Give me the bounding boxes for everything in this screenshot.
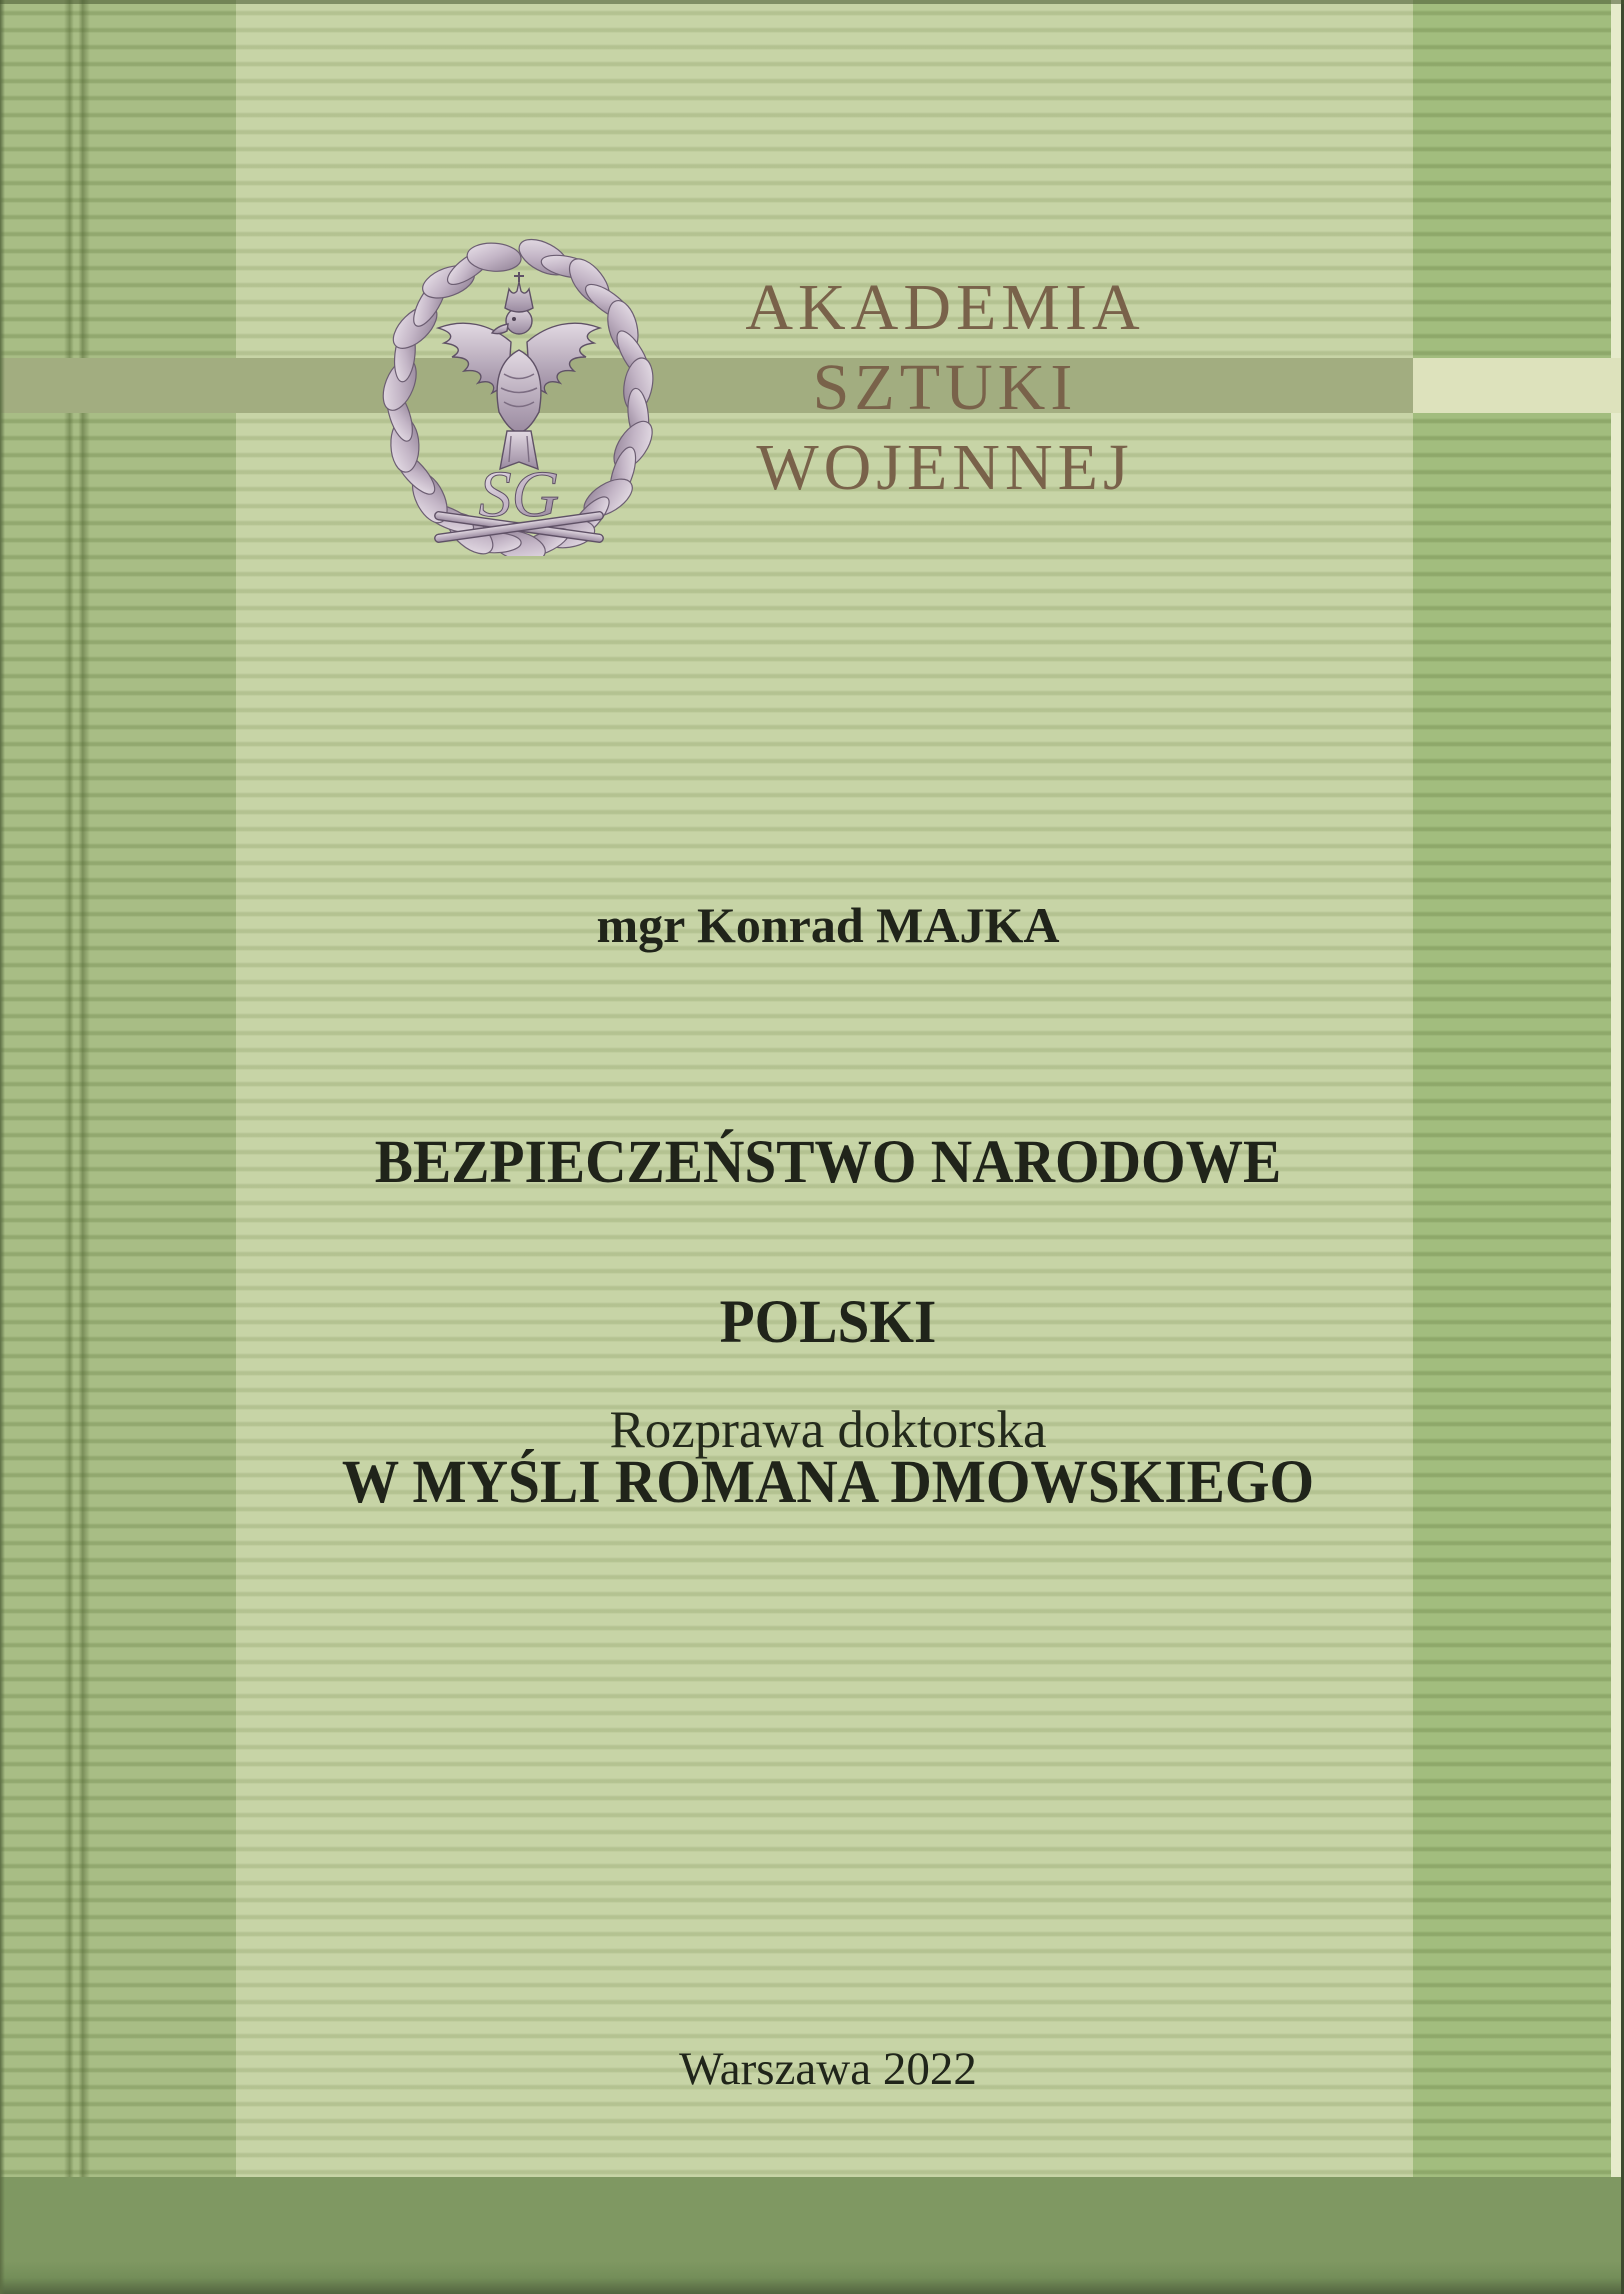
crown-icon bbox=[505, 272, 533, 312]
bottom-horizontal-band bbox=[0, 2177, 1624, 2294]
eagle bbox=[434, 272, 603, 543]
spine-crease-line bbox=[64, 0, 90, 2294]
military-academy-emblem bbox=[378, 224, 660, 556]
top-horizontal-band-light-segment bbox=[1413, 358, 1621, 413]
institution-line-2: SZTUKI bbox=[812, 351, 1078, 424]
title-line-2: W MYŚLI ROMANA DMOWSKIEGO bbox=[341, 1449, 1315, 1516]
sg-monogram: SG bbox=[478, 458, 560, 531]
left-scan-edge bbox=[0, 0, 5, 2294]
institution-line-3: WOJENNEJ bbox=[756, 431, 1134, 504]
institution-line-1: AKADEMIA bbox=[745, 271, 1145, 344]
institution-name bbox=[680, 268, 1210, 508]
document-type-subtitle: Rozprawa doktorska bbox=[609, 1401, 1047, 1459]
top-scan-edge bbox=[0, 0, 1624, 4]
cover-right-green-column bbox=[1413, 0, 1611, 2294]
dissertation-title bbox=[272, 1083, 1385, 1563]
cover-left-spine-margin bbox=[0, 0, 236, 2294]
title-line-1: BEZPIECZEŃSTWO NARODOWE POLSKI bbox=[374, 1129, 1282, 1356]
author-name: mgr Konrad MAJKA bbox=[596, 897, 1060, 953]
place-and-year: Warszawa 2022 bbox=[679, 2043, 977, 2095]
cover-right-light-sliver bbox=[1611, 0, 1621, 2294]
